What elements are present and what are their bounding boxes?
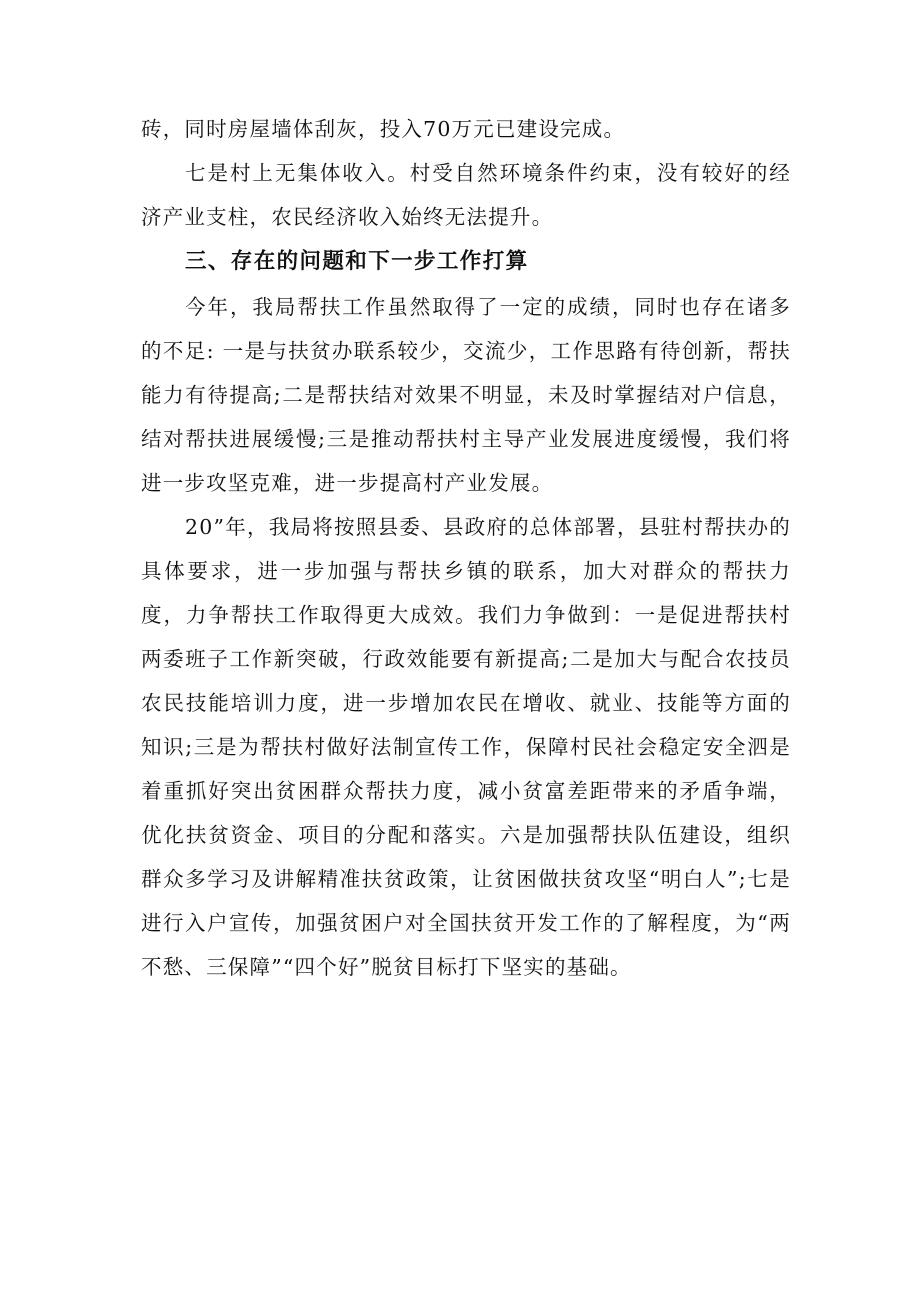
paragraph-shortcomings: 今年，我局帮扶工作虽然取得了一定的成绩，同时也存在诸多的不足: 一是与扶贫办联系较少，交流少，工作思路有待创新，帮扶能力有待提高;二是帮扶结对效果不明显，未及时掌握结对户信息，结对帮扶进展缓慢;三是推动帮扶村主导产业发展进度缓慢，我们将进一步攻坚克难，进一步提高村产业发展。 bbox=[141, 295, 791, 495]
document-body bbox=[141, 107, 791, 989]
paragraph-no-collective-income: 七是村上无集体收入。村受自然环境条件约束，没有较好的经济产业支柱，农民经济收入始终无法提升。 bbox=[141, 161, 791, 229]
section-heading-problems-and-plans: 三、存在的问题和下一步工作打算 bbox=[185, 249, 529, 274]
paragraph-continuation: 砖，同时房屋墙体刮灰，投入70万元已建设完成。 bbox=[141, 117, 626, 141]
paragraph-next-year-plan: 20”年，我局将按照县委、县政府的总体部署，县驻村帮扶办的具体要求，进一步加强与帮扶乡镇的联系，加大对群众的帮扶力度，力争帮扶工作取得更大成效。我们力争做到：一是促进帮扶村两委班子工作新突破，行政效能要有新提高;二是加大与配合农技员农民技能培训力度，进一步增加农民在增收、就业、技能等方面的知识;三是为帮扶村做好法制宣传工作，保障村民社会稳定安全泗是着重抓好突出贫困群众帮扶力度，减小贫富差距带来的矛盾争端，优化扶贫资金、项目的分配和落实。六是加强帮扶队伍建设，组织群众多学习及讲解精准扶贫政策，让贫困做扶贫攻坚“明白人”;七是进行入户宣传，加强贫困户对全国扶贫开发工作的了解程度，为“两不愁、三保障”“四个好”脱贫目标打下坚实的基础。 bbox=[141, 515, 791, 979]
